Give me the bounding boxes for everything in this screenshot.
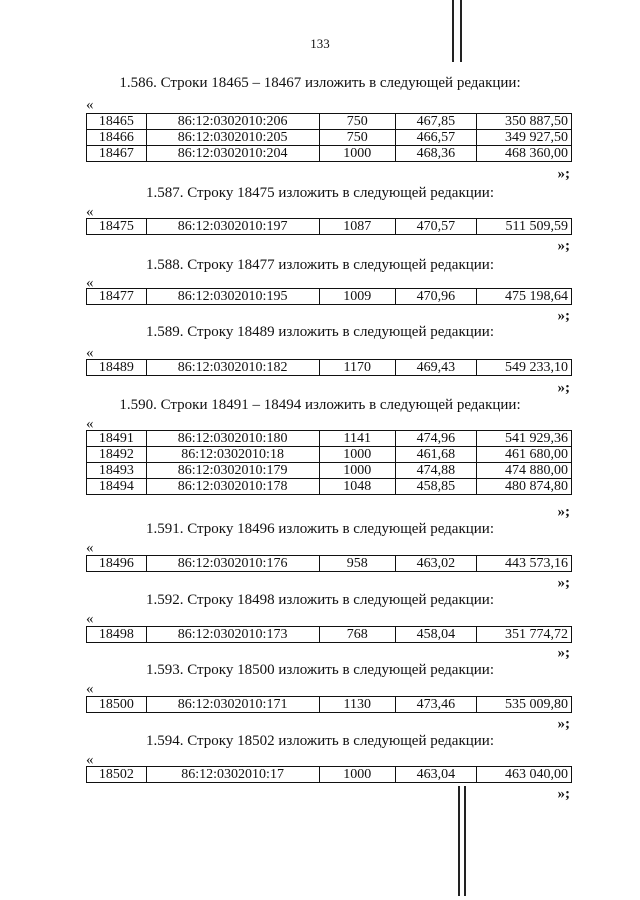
table-row: [87, 447, 572, 463]
scan-margin-line: [464, 786, 466, 896]
area-cell: 1000: [319, 146, 395, 162]
close-quote: »;: [557, 380, 570, 396]
close-quote: »;: [557, 238, 570, 254]
section-heading: 1.589. Строку 18489 изложить в следующей редакции:: [145, 324, 495, 340]
table-row: [87, 114, 572, 130]
open-quote: «: [86, 275, 94, 291]
open-quote: «: [86, 97, 94, 113]
section-heading: 1.593. Строку 18500 изложить в следующей редакции:: [145, 662, 495, 678]
table-row: [87, 767, 572, 783]
price-cell: 470,96: [395, 289, 476, 305]
cadastral-number-cell: 86:12:0302010:18: [146, 447, 319, 463]
row-number-cell: 18489: [87, 360, 147, 376]
total-cell: 461 680,00: [476, 447, 571, 463]
close-quote: »;: [557, 504, 570, 520]
close-quote: »;: [557, 575, 570, 591]
close-quote: »;: [557, 786, 570, 802]
row-number-cell: 18492: [87, 447, 147, 463]
scan-margin-line: [460, 0, 462, 62]
table-row: [87, 697, 572, 713]
price-cell: 469,43: [395, 360, 476, 376]
row-number-cell: 18491: [87, 431, 147, 447]
close-quote: »;: [557, 716, 570, 732]
open-quote: «: [86, 204, 94, 220]
amendment-table: [86, 555, 572, 572]
cadastral-number-cell: 86:12:0302010:179: [146, 463, 319, 479]
section-heading: 1.591. Строку 18496 изложить в следующей редакции:: [145, 521, 495, 537]
cadastral-number-cell: 86:12:0302010:206: [146, 114, 319, 130]
open-quote: «: [86, 611, 94, 627]
table-row: [87, 479, 572, 495]
total-cell: 474 880,00: [476, 463, 571, 479]
table-row: [87, 360, 572, 376]
total-cell: 549 233,10: [476, 360, 571, 376]
area-cell: 1000: [319, 447, 395, 463]
price-cell: 466,57: [395, 130, 476, 146]
row-number-cell: 18498: [87, 627, 147, 643]
open-quote: «: [86, 345, 94, 361]
table-row: [87, 556, 572, 572]
total-cell: 511 509,59: [476, 219, 571, 235]
section-heading: 1.588. Строку 18477 изложить в следующей редакции:: [145, 257, 495, 273]
price-cell: 470,57: [395, 219, 476, 235]
row-number-cell: 18465: [87, 114, 147, 130]
total-cell: 351 774,72: [476, 627, 571, 643]
cadastral-number-cell: 86:12:0302010:173: [146, 627, 319, 643]
table-row: [87, 463, 572, 479]
table-row: [87, 146, 572, 162]
amendment-table: [86, 288, 572, 305]
cadastral-number-cell: 86:12:0302010:178: [146, 479, 319, 495]
area-cell: 1130: [319, 697, 395, 713]
close-quote: »;: [557, 645, 570, 661]
price-cell: 463,04: [395, 767, 476, 783]
price-cell: 461,68: [395, 447, 476, 463]
total-cell: 468 360,00: [476, 146, 571, 162]
amendment-table: [86, 218, 572, 235]
area-cell: 1170: [319, 360, 395, 376]
row-number-cell: 18493: [87, 463, 147, 479]
area-cell: 958: [319, 556, 395, 572]
price-cell: 458,85: [395, 479, 476, 495]
amendment-table: [86, 766, 572, 783]
price-cell: 458,04: [395, 627, 476, 643]
cadastral-number-cell: 86:12:0302010:182: [146, 360, 319, 376]
open-quote: «: [86, 540, 94, 556]
total-cell: 349 927,50: [476, 130, 571, 146]
area-cell: 1141: [319, 431, 395, 447]
area-cell: 1000: [319, 463, 395, 479]
row-number-cell: 18475: [87, 219, 147, 235]
cadastral-number-cell: 86:12:0302010:17: [146, 767, 319, 783]
close-quote: »;: [557, 308, 570, 324]
area-cell: 1087: [319, 219, 395, 235]
table-row: [87, 431, 572, 447]
area-cell: 1000: [319, 767, 395, 783]
close-quote: »;: [557, 166, 570, 182]
total-cell: 480 874,80: [476, 479, 571, 495]
area-cell: 1009: [319, 289, 395, 305]
amendment-table: [86, 359, 572, 376]
cadastral-number-cell: 86:12:0302010:197: [146, 219, 319, 235]
section-heading: 1.590. Строки 18491 – 18494 изложить в следующей редакции:: [119, 397, 521, 413]
table-row: [87, 219, 572, 235]
section-heading: 1.594. Строку 18502 изложить в следующей редакции:: [145, 733, 495, 749]
area-cell: 768: [319, 627, 395, 643]
row-number-cell: 18467: [87, 146, 147, 162]
price-cell: 467,85: [395, 114, 476, 130]
section-heading: 1.586. Строки 18465 – 18467 изложить в следующей редакции:: [119, 75, 521, 91]
price-cell: 473,46: [395, 697, 476, 713]
amendment-table: [86, 113, 572, 162]
row-number-cell: 18502: [87, 767, 147, 783]
total-cell: 541 929,36: [476, 431, 571, 447]
row-number-cell: 18494: [87, 479, 147, 495]
amendment-table: [86, 626, 572, 643]
scan-margin-line: [452, 0, 454, 62]
section-heading: 1.587. Строку 18475 изложить в следующей редакции:: [145, 185, 495, 201]
cadastral-number-cell: 86:12:0302010:171: [146, 697, 319, 713]
cadastral-number-cell: 86:12:0302010:204: [146, 146, 319, 162]
page-number: 133: [310, 36, 330, 51]
total-cell: 350 887,50: [476, 114, 571, 130]
row-number-cell: 18496: [87, 556, 147, 572]
total-cell: 535 009,80: [476, 697, 571, 713]
open-quote: «: [86, 681, 94, 697]
row-number-cell: 18500: [87, 697, 147, 713]
open-quote: «: [86, 416, 94, 432]
price-cell: 474,88: [395, 463, 476, 479]
cadastral-number-cell: 86:12:0302010:205: [146, 130, 319, 146]
amendment-table: [86, 696, 572, 713]
section-heading: 1.592. Строку 18498 изложить в следующей редакции:: [145, 592, 495, 608]
price-cell: 468,36: [395, 146, 476, 162]
amendment-table: [86, 430, 572, 495]
total-cell: 475 198,64: [476, 289, 571, 305]
row-number-cell: 18477: [87, 289, 147, 305]
open-quote: «: [86, 752, 94, 768]
table-row: [87, 289, 572, 305]
cadastral-number-cell: 86:12:0302010:176: [146, 556, 319, 572]
price-cell: 463,02: [395, 556, 476, 572]
row-number-cell: 18466: [87, 130, 147, 146]
cadastral-number-cell: 86:12:0302010:180: [146, 431, 319, 447]
area-cell: 750: [319, 130, 395, 146]
cadastral-number-cell: 86:12:0302010:195: [146, 289, 319, 305]
table-row: [87, 130, 572, 146]
price-cell: 474,96: [395, 431, 476, 447]
total-cell: 443 573,16: [476, 556, 571, 572]
area-cell: 1048: [319, 479, 395, 495]
area-cell: 750: [319, 114, 395, 130]
scan-margin-line: [458, 786, 460, 896]
table-row: [87, 627, 572, 643]
total-cell: 463 040,00: [476, 767, 571, 783]
